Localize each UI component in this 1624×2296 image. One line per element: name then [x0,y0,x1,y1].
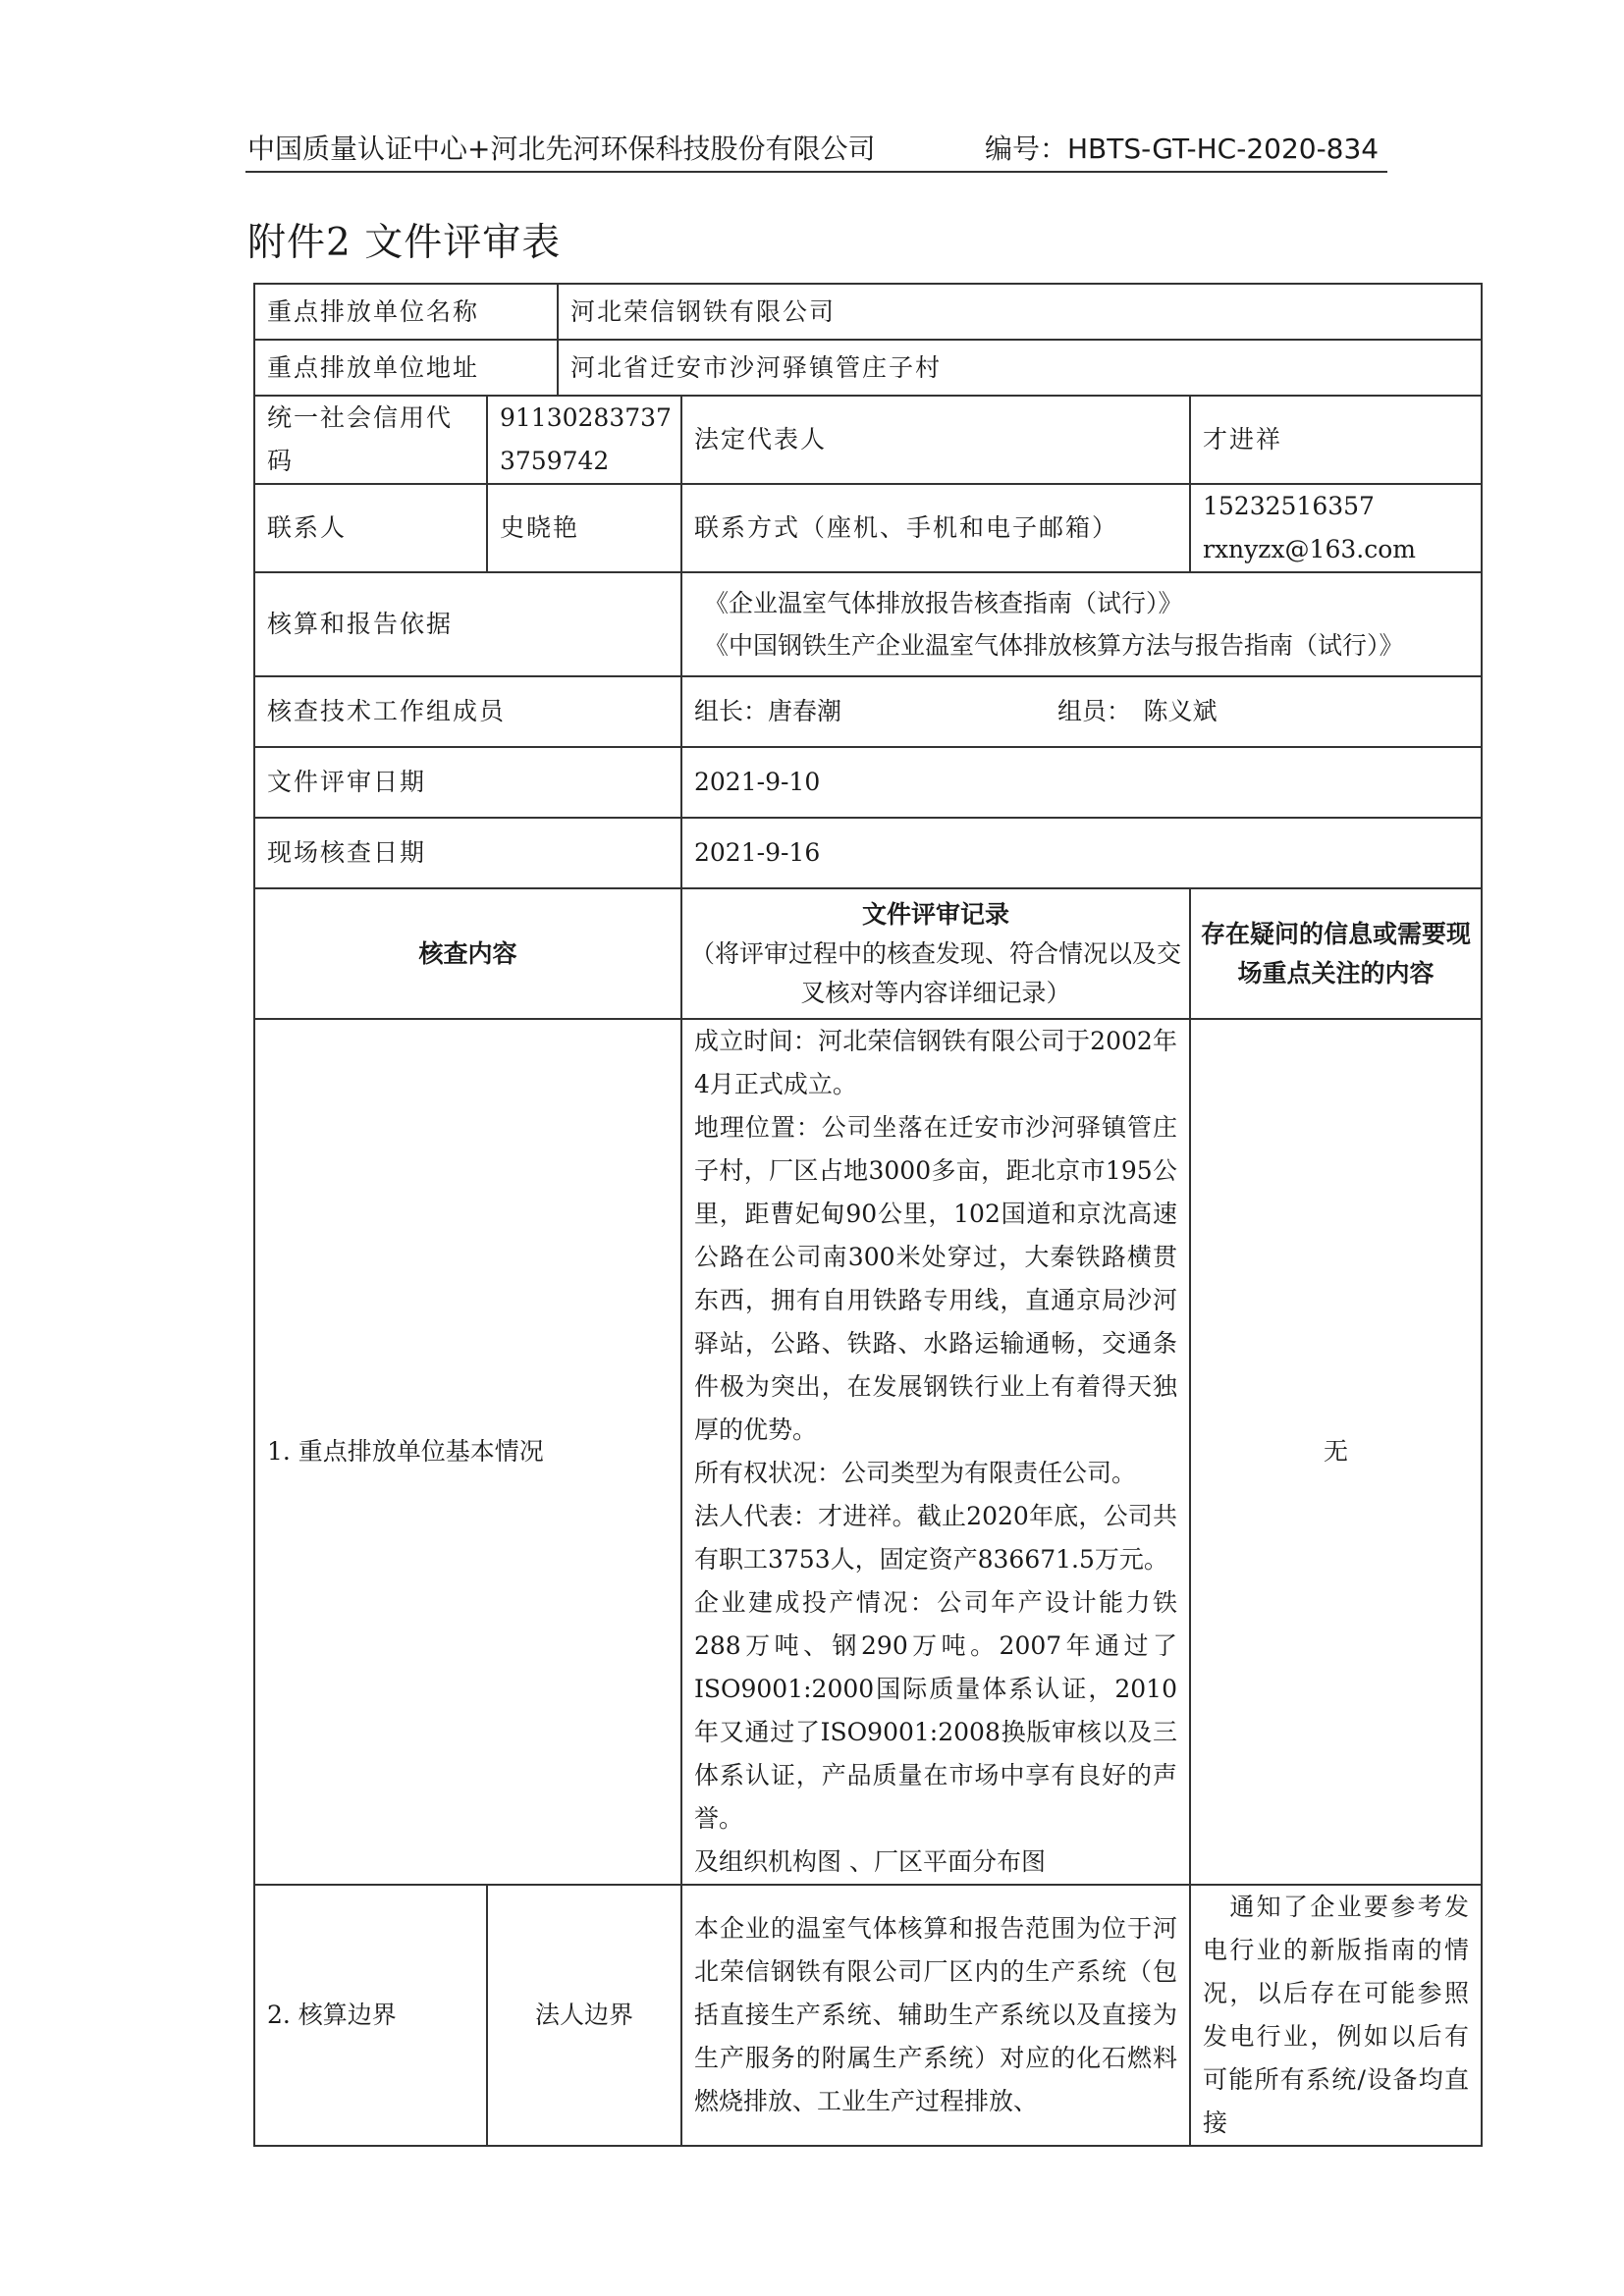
contact-phone: 15232516357 [1203,492,1375,520]
credit-code-line-1: 91130283737 [500,403,672,432]
onsite-date-label: 现场核查日期 [254,818,681,888]
review-row-boundary [254,1885,1482,2146]
record-paragraph: 成立时间：河北荣信钢铁有限公司于2002年4月正式成立。 [694,1027,1177,1098]
unit-name-label: 重点排放单位名称 [254,284,558,340]
question-boundary: 通知了企业要参考发电行业的新版指南的情况，以后存在可能参照发电行业，例如以后有可能所有系统/设备均直接 [1190,1885,1482,2146]
onsite-date-row [254,818,1482,888]
col-record-title: 文件评审记录 [861,899,1009,929]
onsite-date-value: 2021-9-16 [681,818,1482,888]
record-paragraph: 及组织机构图 、厂区平面分布图 [694,1847,1046,1876]
col-questions: 存在疑问的信息或需要现场重点关注的内容 [1190,888,1482,1019]
header-org: 中国质量认证中心+河北先河环保科技股份有限公司 [247,133,876,165]
unit-name-value: 河北荣信钢铁有限公司 [558,284,1482,340]
record-basic-info [681,1019,1190,1885]
team-row [254,676,1482,747]
legal-rep-value: 才进祥 [1190,396,1482,484]
contact-method-label: 联系方式（座机、手机和电子邮箱） [681,484,1190,572]
doc-review-date-row [254,747,1482,818]
team-leader: 组长：唐春潮 [694,697,842,725]
document-review-form [253,283,1483,2147]
credit-code-line-2: 3759742 [500,447,610,475]
review-row-basic-info [254,1019,1482,1885]
unit-address-value: 河北省迁安市沙河驿镇管庄子村 [558,340,1482,396]
unit-address-label: 重点排放单位地址 [254,340,558,396]
contact-label: 联系人 [254,484,487,572]
review-header-row [254,888,1482,1019]
col-record-note: （将评审过程中的核查发现、符合情况以及交叉核对等内容详细记录） [689,938,1181,1007]
basis-guideline-1: 《企业温室气体排放报告核查指南（试行）》 [704,589,1183,617]
record-paragraph: 所有权状况：公司类型为有限责任公司。 [694,1459,1137,1487]
contact-row [254,484,1482,572]
attachment-title: 附件2 文件评审表 [247,221,562,265]
record-paragraph: 地理位置：公司坐落在迁安市沙河驿镇管庄子村，厂区占地3000多亩，距北京市195公里，距曹妃甸90公里，102国道和京沈高速公路在公司南300米处穿过，大秦铁路横贯东西，拥有自用铁路专用线，直通京局沙河驿站，公路、铁路、水路运输通畅，交通条件极为突出，在发展钢铁行业上有着得天独厚的优势。 [694,1113,1177,1444]
record-boundary: 本企业的温室气体核算和报告范围为位于河北荣信钢铁有限公司厂区内的生产系统（包括直接生产系统、辅助生产系统以及直接为生产服务的附属生产系统）对应的化石燃料燃烧排放、工业生产过程排放、 [681,1885,1190,2146]
page-header [245,120,1387,173]
credit-code-row [254,396,1482,484]
item-basic-info: 1. 重点排放单位基本情况 [254,1019,681,1885]
unit-name-row [254,284,1482,340]
col-record [681,888,1190,1019]
item-boundary: 2. 核算边界 [254,1885,487,2146]
credit-code-label: 统一社会信用代码 [254,396,487,484]
legal-rep-label: 法定代表人 [681,396,1190,484]
contact-email: rxnyzx@163.com [1203,535,1416,563]
basis-value [681,572,1482,676]
contact-value: 史晓艳 [487,484,681,572]
basis-label: 核算和报告依据 [254,572,681,676]
col-check-content: 核查内容 [254,888,681,1019]
basis-guideline-2: 《中国钢铁生产企业温室气体排放核算方法与报告指南（试行）》 [704,631,1404,660]
team-label: 核查技术工作组成员 [254,676,681,747]
doc-review-date-label: 文件评审日期 [254,747,681,818]
sub-item-legal-boundary: 法人边界 [487,1885,681,2146]
doc-review-date-value: 2021-9-10 [681,747,1482,818]
basis-row [254,572,1482,676]
record-paragraph: 企业建成投产情况：公司年产设计能力铁288万吨、钢290万吨。2007年通过了ISO9001:2000国际质量体系认证，2010年又通过了ISO9001:2008换版审核以及三体系认证，产品质量在市场中享有良好的声誉。 [694,1588,1177,1833]
contact-method-value [1190,484,1482,572]
team-value [681,676,1482,747]
unit-address-row [254,340,1482,396]
team-members: 组员： 陈义斌 [1057,697,1218,725]
question-basic-info: 无 [1190,1019,1482,1885]
record-paragraph: 法人代表：才进祥。截止2020年底，公司共有职工3753人，固定资产836671.5万元。 [694,1502,1177,1574]
header-doc-number: 编号：HBTS-GT-HC-2020-834 [985,133,1380,165]
credit-code-value [487,396,681,484]
